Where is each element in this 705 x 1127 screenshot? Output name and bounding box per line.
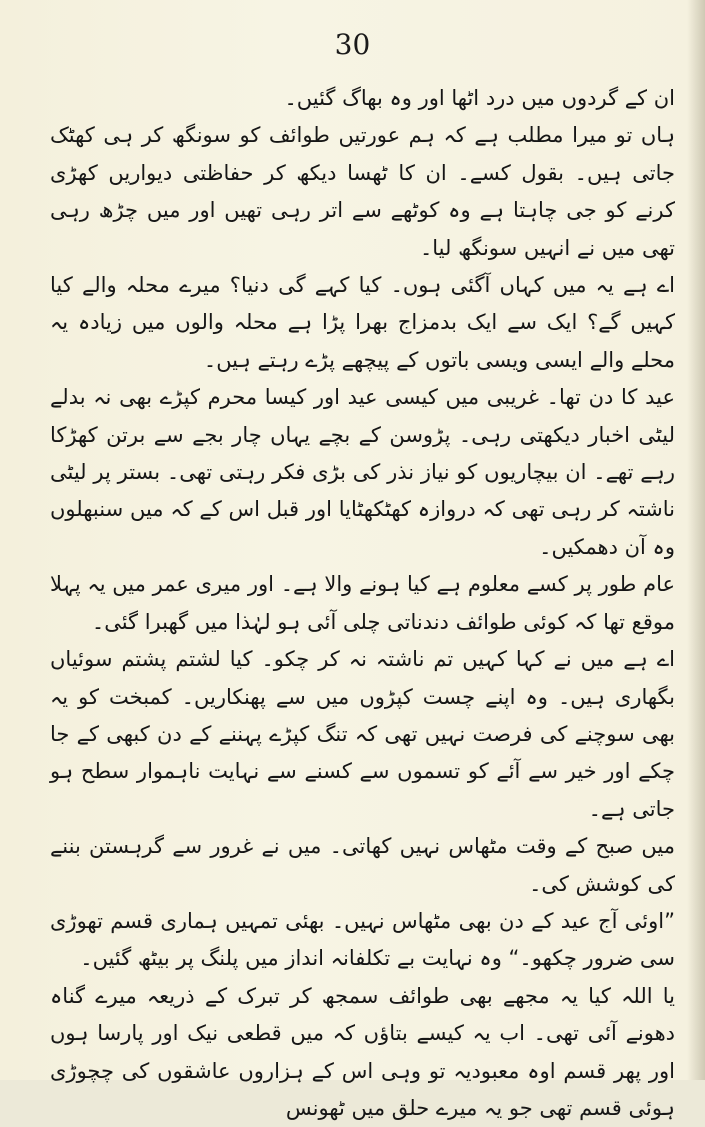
page-number: 30 (334, 28, 371, 61)
paragraph: اے ہے یہ میں کہاں آگئی ہوں۔ کیا کہے گی دنیا؟ میرے محلہ والے کیا کہیں گے؟ ایک سے ایک بدمزاج بھرا پڑا ہے محلہ والوں میں زیادہ یہ محلے والے ایسی ویسی باتوں کے پیچھے پڑے رہتے ہیں۔ (50, 273, 675, 372)
paragraph: میں صبح کے وقت مٹھاس نہیں کھاتی۔ میں نے غرور سے گرہستن بننے کی کوشش کی۔ (50, 834, 675, 896)
paragraph: عام طور پر کسے معلوم ہے کیا ہونے والا ہے۔ اور میری عمر میں یہ پہلا موقع تھا کہ کوئی طوائف دندناتی چلی آئی ہو لہٰذا میں گھبرا گئی۔ (50, 572, 675, 634)
page-body-text (50, 80, 675, 1127)
paragraph: یا اللہ کیا یہ مجھے بھی طوائف سمجھ کر تبرک کے ذریعہ میرے گناہ دھونے آئی تھی۔ اب یہ کیسے بتاؤں کہ میں قطعی نیک اور پارسا ہوں اور پھر قسم اوہ معبودیہ تو وہی اس کے ہزاروں عاشقوں کی چچوڑی ہوئی قسم تھی جو یہ میرے حلق میں ٹھونس (50, 983, 675, 1120)
paragraph: ”اوئی آج عید کے دن بھی مٹھاس نہیں۔ بھئی تمہیں ہماری قسم تھوڑی سی ضرور چکھو۔“ وہ نہایت بے تکلفانہ انداز میں پلنگ پر بیٹھ گئیں۔ (50, 908, 675, 971)
paragraph: اے ہے میں نے کہا کہیں تم ناشتہ نہ کر چکو۔ کیا لشتم پشتم سوئیاں بگھاری ہیں۔ وہ اپنے چست کپڑوں میں سے پھنکاریں۔ کمبخت کو یہ بھی سوچنے کی فرصت نہیں تھی کہ تنگ کپڑے پہننے کے دن کبھی کے جا چکے اور خیر سے آئے کو تسموں سے کسنے سے نہایت ناہموار سطح ہو جاتی ہے۔ (50, 647, 675, 821)
paragraph: ہاں تو میرا مطلب ہے کہ ہم عورتیں طوائف کو سونگھ کر ہی کھٹک جاتی ہیں۔ بقول کسے۔ ان کا ٹھسا دیکھ کر حفاظتی دیواریں کھڑی کرنے کو جی چاہتا ہے وہ کوٹھے سے اتر رہی تھیں اور میں چڑھ رہی تھی میں نے انہیں سونگھ لیا۔ (50, 123, 675, 260)
paragraph: ان کے گردوں میں درد اٹھا اور وہ بھاگ گئیں۔ (284, 86, 675, 110)
paragraph: عید کا دن تھا۔ غریبی میں کیسی عید اور کیسا محرم کپڑے بھی نہ بدلے لیٹی اخبار دیکھتی رہی۔ پڑوسن کے بچے یہاں چار بجے سے برتن کھڑکا رہے تھے۔ ان بیچاریوں کو نیاز نذر کی بڑی فکر رہتی تھی۔ بستر پر لیٹی ناشتہ کر رہی تھی کہ دروازہ کھٹکھٹایا اور قبل اس کے کہ میں سنبھلوں وہ آن دھمکیں۔ (50, 385, 675, 559)
